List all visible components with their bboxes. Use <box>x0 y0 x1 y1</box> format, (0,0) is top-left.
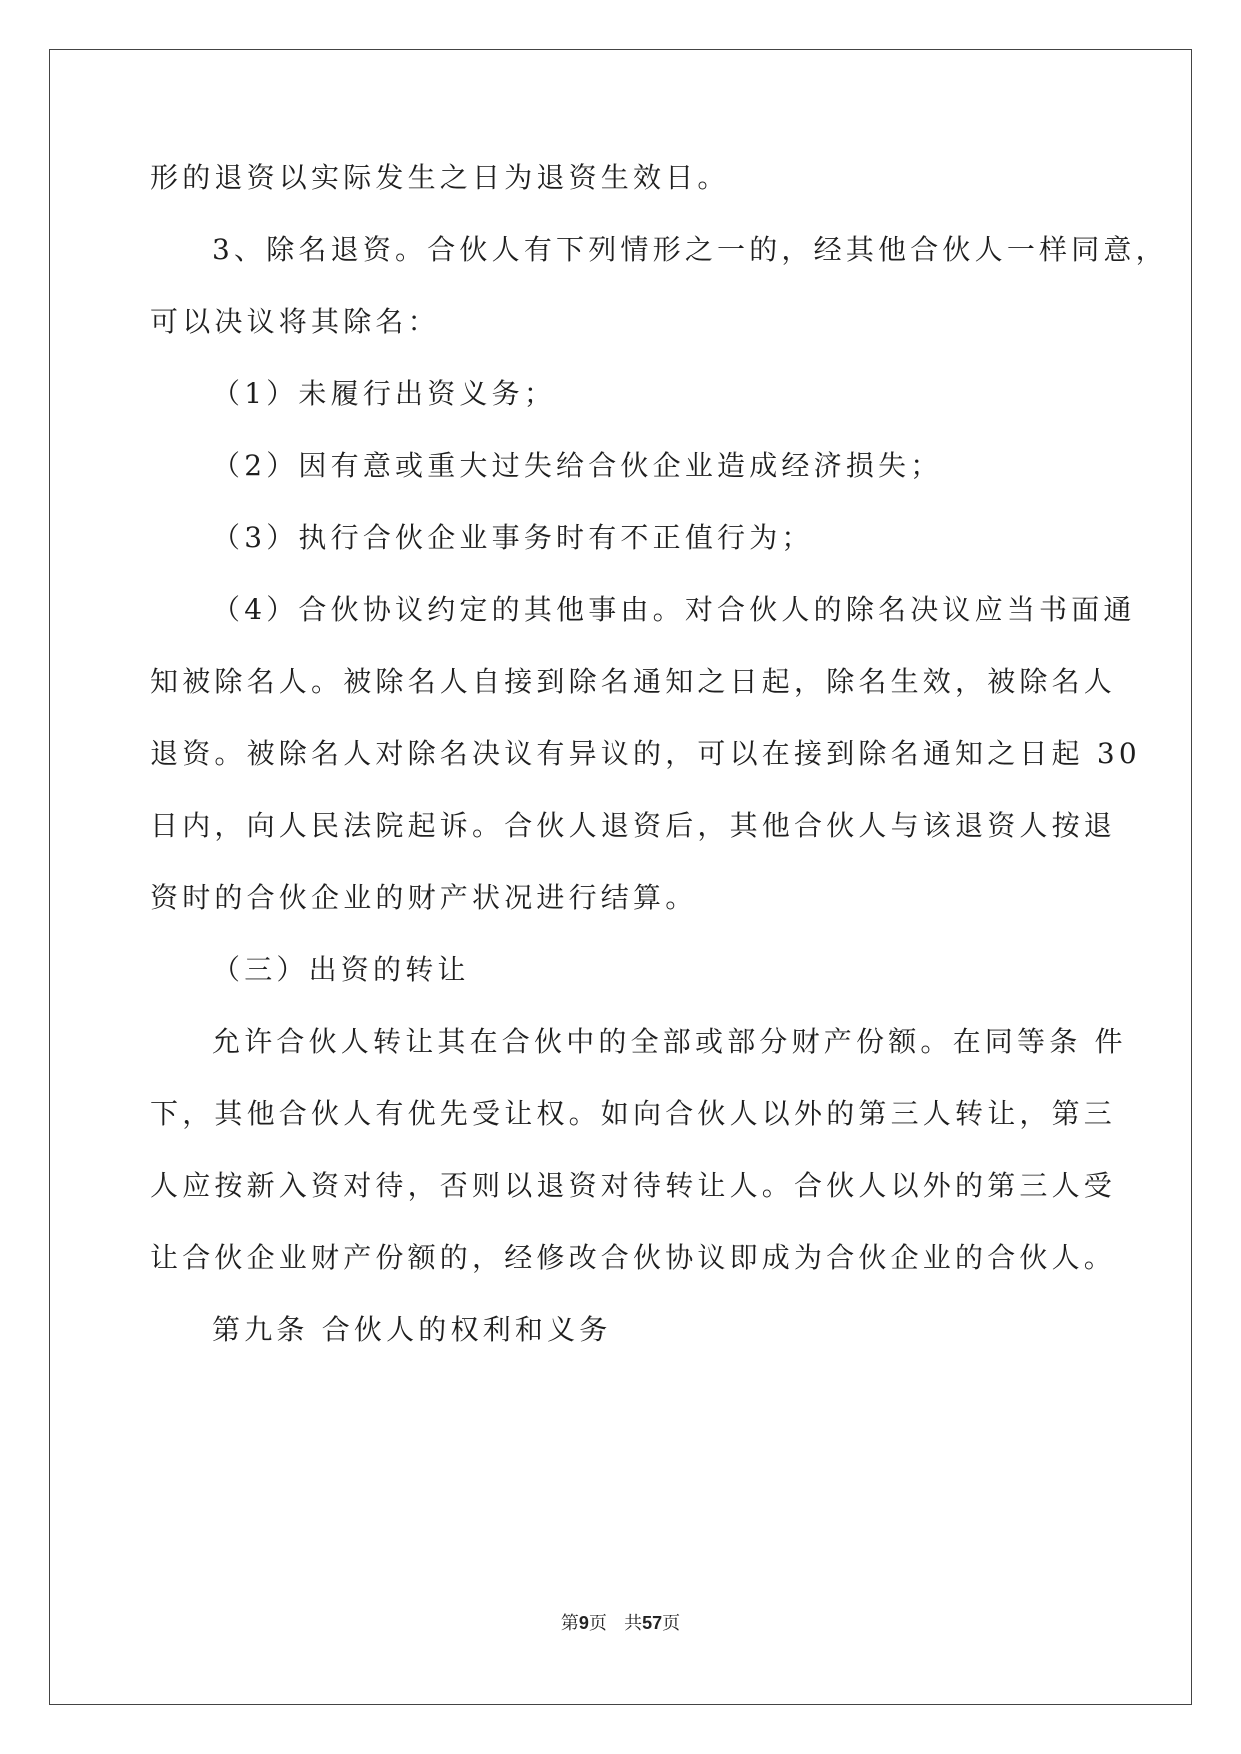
text-line: （2）因有意或重大过失给合伙企业造成经济损失； <box>212 449 943 482</box>
page-border <box>49 49 1192 1705</box>
text-line: （3）执行合伙企业事务时有不正值行为； <box>212 521 814 554</box>
text-line: 允许合伙人转让其在合伙中的全部或部分财产份额。在同等条 件 <box>212 1025 1127 1058</box>
text-line: 可以决议将其除名： <box>150 305 440 338</box>
current-page-number: 9 <box>578 1613 589 1633</box>
page-footer <box>0 1609 1241 1635</box>
text-line: 下，其他合伙人有优先受让权。如向合伙人以外的第三人转让，第三 <box>150 1097 1117 1130</box>
text-line: 日内，向人民法院起诉。合伙人退资后，其他合伙人与该退资人按退 <box>150 809 1117 842</box>
text-line: 让合伙企业财产份额的，经修改合伙协议即成为合伙企业的合伙人。 <box>150 1241 1117 1274</box>
footer-prefix: 第 <box>560 1613 579 1634</box>
text-line: 退资。被除名人对除名决议有异议的，可以在接到除名通知之日起 30 <box>150 737 1141 770</box>
section-heading: （三）出资的转让 <box>212 953 470 986</box>
footer-page-unit: 页 <box>588 1613 607 1634</box>
text-line: 人应按新入资对待，否则以退资对待转让人。合伙人以外的第三人受 <box>150 1169 1117 1202</box>
total-pages-number: 57 <box>642 1613 663 1633</box>
footer-total-prefix: 共 <box>624 1613 643 1634</box>
footer-total-unit: 页 <box>662 1613 681 1634</box>
text-line: 形的退资以实际发生之日为退资生效日。 <box>150 161 730 194</box>
text-line: 资时的合伙企业的财产状况进行结算。 <box>150 881 698 914</box>
text-line: 知被除名人。被除名人自接到除名通知之日起，除名生效，被除名人 <box>150 665 1117 698</box>
text-line: 3、除名退资。合伙人有下列情形之一的，经其他合伙人一样同意， <box>212 233 1168 266</box>
text-line: （4）合伙协议约定的其他事由。对合伙人的除名决议应当书面通 <box>212 593 1136 626</box>
text-line: （1）未履行出资义务； <box>212 377 557 410</box>
article-heading: 第九条 合伙人的权利和义务 <box>212 1313 612 1346</box>
